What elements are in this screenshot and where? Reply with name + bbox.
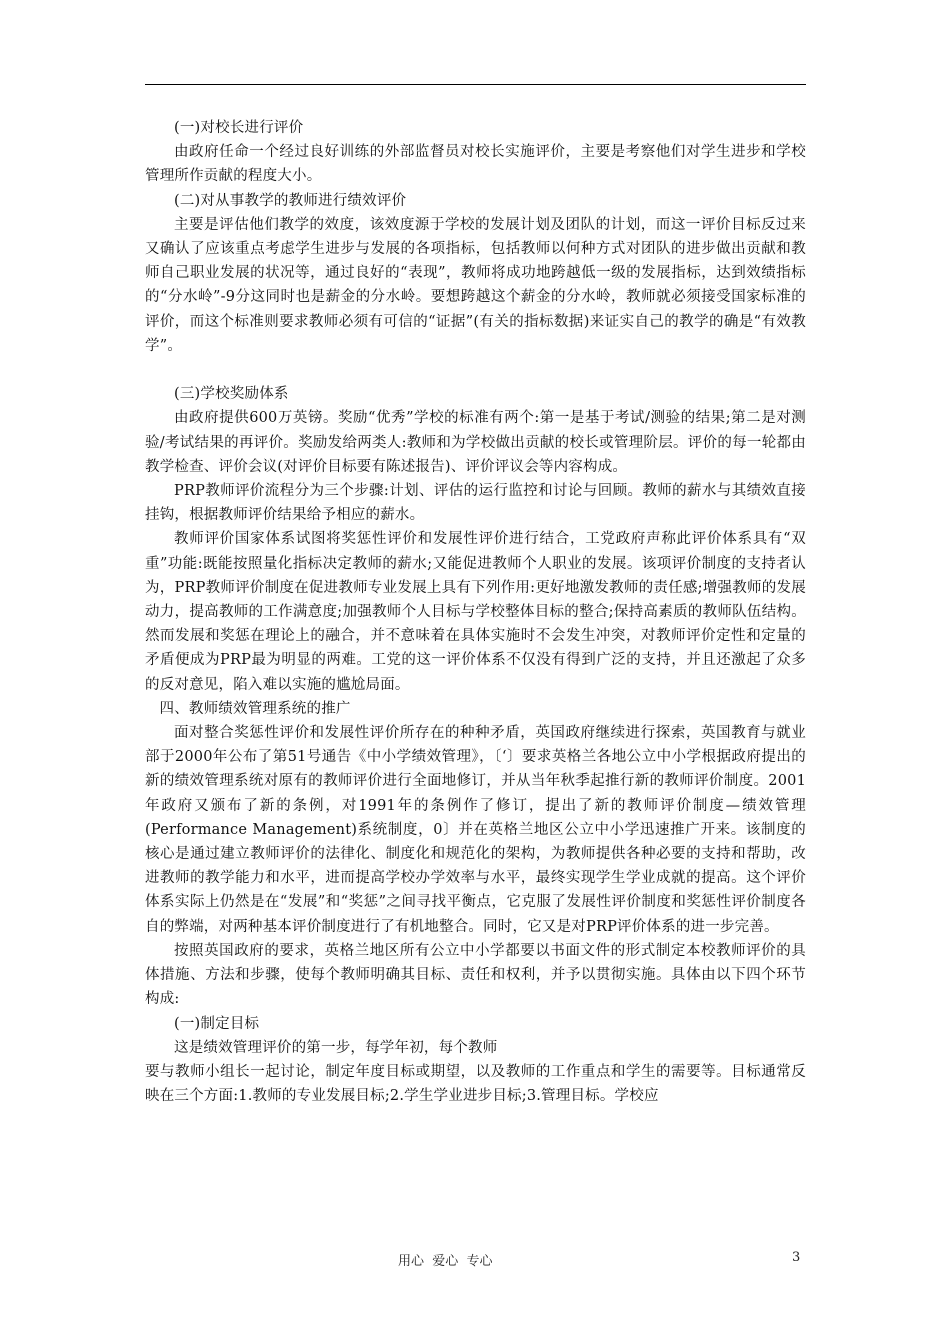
body-paragraph: 主要是评估他们教学的效度，该效度源于学校的发展计划及团队的计划，而这一评价目标反过来又确认了应该重点考虑学生进步与发展的各项指标，包括教师以何种方式对团队的进步做出贡献和教师自己职业发展的状况等，通过良好的“表现”，教师将成功地跨越低一级的发展指标，达到效绩指标的“分水岭”-9分这同时也是薪金的分水岭。要想跨越这个薪金的分水岭，教师就必须接受国家标准的评价，而这个标准则要求教师必须有可信的“证据”(有关的指标数据)来证实自己的教学的确是“有效教学”。 [145,216,806,354]
body-paragraph: 按照英国政府的要求，英格兰地区所有公立中小学都要以书面文件的形式制定本校教师评价的具体措施、方法和步骤，使每个教师明确其目标、责任和权利，并予以贯彻实施。具体由以下四个环节构成: [145,942,806,1008]
body-paragraph: 由政府任命一个经过良好训练的外部监督员对校长实施评价，主要是考察他们对学生进步和学校管理所作贡献的程度大小。 [145,144,806,185]
blank-line [145,358,806,382]
subsection-heading: (三)学校奖励体系 [174,386,289,403]
header-rule [145,84,806,85]
footer-motto: 用心 爱心 专心 [398,1254,493,1269]
subsection-heading: (二)对从事教学的教师进行绩效评价 [174,192,407,209]
subsection-heading: (一)对校长进行评价 [174,120,304,136]
body-paragraph: PRP教师评价流程分为三个步骤:计划、评估的运行监控和讨论与回顾。教师的薪水与其绩效直接挂钩，根据教师评价结果给予相应的薪水。 [145,483,806,524]
section-heading: 四、教师绩效管理系统的推广 [159,700,351,717]
subsection-heading: (一)制定目标 [174,1015,260,1032]
body-paragraph: 教师评价国家体系试图将奖惩性评价和发展性评价进行结合，工党政府声称此评价体系具有“双重”功能:既能按照量化指标决定教师的薪水;又能促进教师个人职业的发展。该项评价制度的支持者认为，PRP教师评价制度在促进教师专业发展上具有下列作用:更好地激发教师的责任感;增强教师的发展动力，提高教师的工作满意度;加强教师个人目标与学校整体目标的整合;保持高素质的教师队伍结构。然而发展和奖惩在理论上的融合，并不意味着在具体实施时不会发生冲突，对教师评价定性和定量的矛盾便成为PRP最为明显的两难。工党的这一评价体系不仅没有得到广泛的支持，并且还激起了众多的反对意见，陷入难以实施的尴尬局面。 [145,531,806,693]
body-paragraph: 这是绩效管理评价的第一步，每学年初，每个教师 [174,1039,498,1056]
body-paragraph: 要与教师小组长一起讨论，制定年度目标或期望，以及教师的工作重点和学生的需要等。目标通常反映在三个方面:1.教师的专业发展目标;2.学生学业进步目标;3.管理目标。学校应 [145,1063,806,1105]
document-body [145,116,806,1108]
body-paragraph: 面对整合奖惩性评价和发展性评价所存在的种种矛盾，英国政府继续进行探索，英国教育与就业部于2000年公布了第51号通告《中小学绩效管理》，〔‘〕要求英格兰各地公立中小学根据政府提出的新的绩效管理系统对原有的教师评价进行全面地修订，并从当年秋季起推行新的教师评价制度。2001年政府又颁布了新的条例，对1991年的条例作了修订，提出了新的教师评价制度—绩效管理(Performance Management)系统制度，0〕并在英格兰地区公立中小学迅速推广开来。该制度的核心是通过建立教师评价的法律化、制度化和规范化的架构，为教师提供各种必要的支持和帮助，改进教师的教学能力和水平，进而提高学校办学效率与水平，最终实现学生学业成就的提高。这个评价体系实际上仍然是在“发展”和“奖惩”之间寻找平衡点，它克服了发展性评价制度和奖惩性评价制度各自的弊端，对两种基本评价制度进行了有机地整合。同时，它又是对PRP评价体系的进一步完善。 [145,725,806,935]
body-paragraph: 由政府提供600万英镑。奖励“优秀”学校的标准有两个:第一是基于考试/测验的结果;第二是对测验/考试结果的再评价。奖励发给两类人:教师和为学校做出贡献的校长或管理阶层。评价的每一轮都由教学检查、评价会议(对评价目标要有陈述报告)、评价评议会等内容构成。 [145,410,806,475]
page-number: 3 [792,1250,801,1265]
